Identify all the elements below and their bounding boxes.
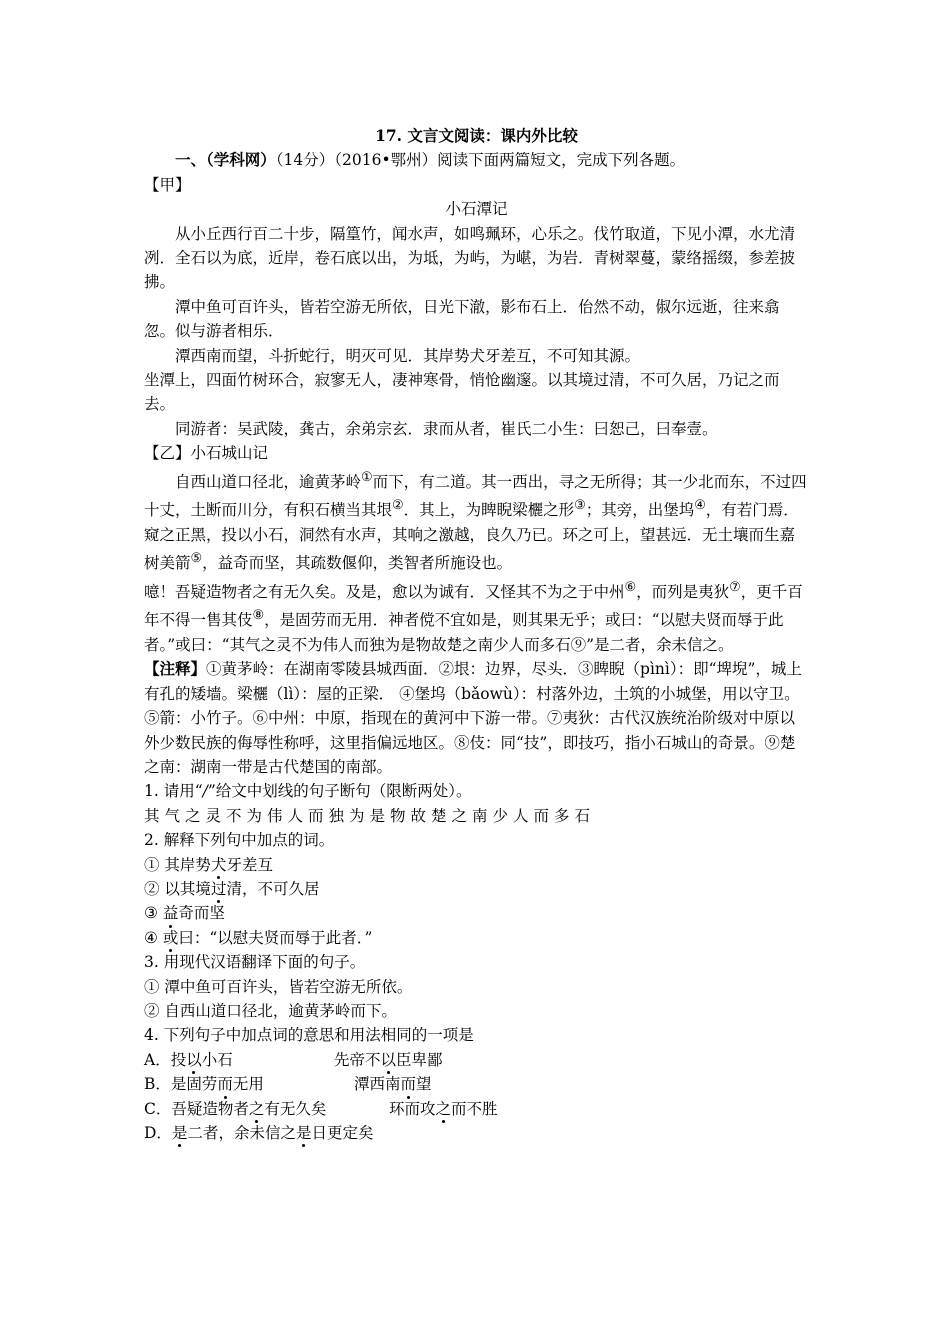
passage-jia-paragraph-4: 坐潭上，四面竹树环合，寂寥无人，凄神寒骨，悄怆幽邃。以其境过清，不可久居，乃记之而去。 [144,371,780,414]
footnote-ref: ⑥ [624,579,637,595]
text-run: 望 [416,1075,432,1094]
text-run: 而不胜 [451,1099,498,1118]
question-4-prompt: 4. 下列句子中加点词的意思和用法相同的一项是 [144,1026,474,1045]
text-run: ② 以其境 [144,879,211,898]
dotted-word: 以 [381,1048,397,1072]
dotted-word: 之 [249,1097,265,1121]
option-d [144,1121,809,1145]
option-b-first [144,1072,354,1096]
option-c-first [144,1097,389,1121]
text-run: ，有若门焉．窥之正黑，投以小石，洞然有水声，其响之激越，良久乃已。环之可上，望甚远．无土壤而生嘉树美箭 [144,501,799,573]
passage-jia-title: 小石潭记 [445,200,508,219]
text-run: 牙差互 [226,855,273,874]
text-run: A．投 [144,1050,187,1069]
question-1-prompt [144,779,809,803]
passage-jia-paragraph-2: 潭中鱼可百许头，皆若空游无所依，日光下澈，影布石上．佁然不动，俶尔远逝，往来翕忽。似与游者相乐． [144,297,780,341]
text-run: 臣卑鄙 [396,1050,443,1069]
text-run: 清，不可久居 [226,879,320,898]
footnote-ref: ① [361,469,373,485]
text-run: 日更定矣 [311,1124,374,1143]
footnote-ref: ④ [694,498,706,514]
text-run: 曰：“以慰夫贤而辱于此者．” [178,928,373,947]
dotted-word: 而 [401,1072,417,1096]
text-run: B．是固劳 [144,1075,218,1094]
text-run: 1. 请用“ [144,782,203,801]
question-number: 一、 [175,150,207,170]
passage-yi-label: 【乙】小石城山记 [144,444,269,463]
dotted-word: 而 [217,1072,233,1096]
source-tag: （学科网） [206,150,276,170]
footnote-ref: ⑧ [252,608,265,624]
text-run: C．吾疑造物者 [144,1099,249,1118]
text-run: 无用 [232,1075,264,1094]
text-run: ；其旁，出堡坞 [585,501,695,520]
question-heading [144,148,809,172]
question-2-item-4 [144,926,809,950]
option-a [144,1048,809,1072]
passage-jia-label: 【甲】 [144,175,191,194]
question-2-item-2 [144,877,809,901]
passage-yi-paragraph-1 [144,466,809,576]
dotted-word: 或 [163,926,179,950]
annotations-label: 【注释】 [144,659,207,679]
question-2-item-3 [144,901,809,925]
footnote-ref: ③ [574,498,586,514]
footnote-ref: ② [392,498,404,514]
text-run: ，是固劳而无用．神者傥不宜如是，则其果无乎；或曰：“以慰夫贤而辱于此者。”或曰：“其气之灵不为伟人而独为是物故楚之南少人而多石⑨”是二者，余未信之。 [144,611,784,654]
text-run: ，益奇而坚，其疏数偃仰，类智者所施设也。 [202,554,513,573]
dotted-word: 以 [186,1048,202,1072]
option-b [144,1072,809,1096]
annotations [144,657,809,779]
dotted-word: 益 [163,901,179,925]
question-2-item-1 [144,853,809,877]
footnote-ref: ⑦ [729,579,741,595]
text-run: ④ [144,928,163,947]
passage-yi-paragraph-2 [144,576,809,658]
text-run: 潭西南 [354,1075,401,1094]
question-instruction: （14分）（2016•鄂州）阅读下面两篇短文，完成下列各题。 [275,151,686,170]
passage-jia-paragraph-3: 潭西南而望，斗折蛇行，明灭可见．其岸势犬牙差互，不可知其源。 [175,346,641,365]
text-run: 二者，余未信之 [187,1124,296,1143]
text-run: 环而攻 [389,1099,436,1118]
text-run: ．其上，为睥睨梁欐之形 [403,501,575,520]
text-run: ，而列是夷狄 [636,582,730,601]
question-2-prompt: 2. 解释下列句中加点的词。 [144,831,335,850]
option-c [144,1097,809,1121]
text-run: 小石 [201,1050,233,1069]
text-run: D． [144,1124,172,1143]
content-column [144,124,809,1145]
annotations-text: ①黄茅岭：在湖南零陵县城西面．②垠：边界，尽头．③睥睨（pìnì）：即“埤堄”，城上有孔的矮墙。梁欐（lì）：屋的正梁． ④堡坞（bǎowù）：村落外边，土筑的小城堡，用以守卫。⑤箭：小竹子。⑥中州：中原，指现在的黄河中下游一带。⑦夷狄：古代汉族统治阶级对中原以外少数民族的侮辱性称呼，这里指偏远地区。⑧伎：同“技”，即技巧，指小石城山的奇景。⑨楚之南：湖南一带是古代楚国的南部。 [144,660,802,776]
text-run: ③ [144,904,163,923]
slash-symbol: / [202,782,208,801]
question-3-item-2: ② 自西山道口径北，逾黄茅岭而下。 [144,1002,397,1020]
text-run: ① 其岸势 [144,855,211,874]
dotted-word: 犬 [211,853,227,877]
dotted-word: 是 [296,1121,312,1145]
passage-jia-paragraph-1: 从小丘西行百二十步，隔篁竹，闻水声，如鸣珮环，心乐之。伐竹取道，下见小潭，水尤清冽．全石以为底，近岸，卷石底以出，为坻，为屿，为嵁，为岩．青树翠蔓，蒙络摇缀，参差披拂。 [144,224,796,292]
footnote-ref: ⑤ [190,551,203,567]
option-a-first [144,1048,334,1072]
passage-jia-paragraph-5: 同游者：吴武陵，龚古，余弟宗玄．隶而从者，崔氏二小生：曰恕己，曰奉壹。 [175,419,718,438]
question-3-prompt: 3. 用现代汉语翻译下面的句子。 [144,953,366,972]
text-run: 先帝不 [334,1050,381,1069]
dotted-word: 过 [211,877,227,901]
text-run: 有无久矣 [264,1099,327,1118]
text-run: 自西山道口径北，逾黄茅岭 [175,472,362,491]
question-1-sentence: 其气之灵不为伟人而独为是物故楚之南少人而多石 [144,806,596,825]
text-run: 而下，有二道。其一西出，寻之无所得；其一少北而东，不过四十丈，土断而川分，有积石横当其垠 [144,472,807,520]
text-run: 奇而坚 [178,904,225,923]
text-run: 噫！吾疑造物者之有无久矣。及是，愈以为诚有．又怪其不为之于中州 [144,582,625,601]
dotted-word: 是 [172,1121,188,1145]
text-run: ，更千百年不得一售其伎 [144,582,803,630]
dotted-word: 之 [436,1097,452,1121]
text-run: ”给文中划线的句子断句（限断两处）。 [207,782,472,801]
question-3-item-1: ① 潭中鱼可百许头，皆若空游无所依。 [144,977,413,996]
page-title: 17. 文言文阅读：课内外比较 [375,126,578,145]
